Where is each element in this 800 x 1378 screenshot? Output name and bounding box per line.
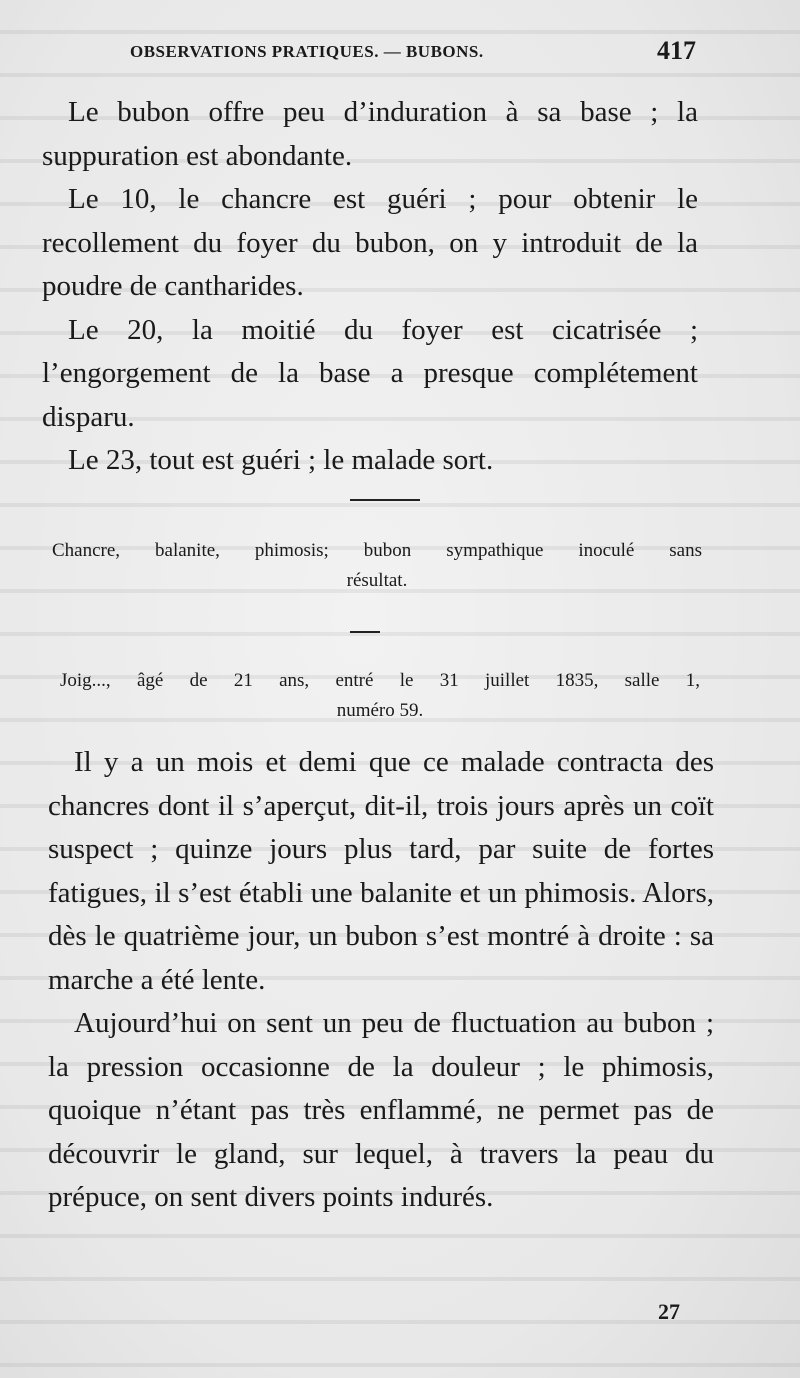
paragraph: Le bubon offre peu d’induration à sa base ; la suppuration est abondante. [42, 96, 698, 172]
paragraph: Aujourd’hui on sent un peu de fluctuation au bubon ; la pression occasionne de la douleur ; le phimosis, quoique n’étant pas très enflammé, ne permet pas de découvrir le gland, sur lequel, à travers la peau du prépuce, on sent divers points indurés. [48, 1007, 714, 1213]
patient-info-line: Joig..., âgé de 21 ans, entré le 31 juillet 1835, salle 1, [60, 670, 700, 691]
page-number: 417 [657, 36, 696, 65]
case-title [52, 536, 702, 596]
patient-info-line: numéro 59. [336, 700, 424, 721]
page-header [100, 36, 700, 66]
section-divider [350, 499, 420, 501]
paragraph: Le 10, le chancre est guéri ; pour obtenir le recollement du foyer du bubon, on y introduit de la poudre de cantharides. [42, 183, 698, 302]
case-info [60, 666, 700, 726]
running-title: OBSERVATIONS PRATIQUES. — BUBONS. [130, 42, 484, 61]
case-title-line: résultat. [346, 570, 408, 591]
text-block-bottom [48, 741, 714, 1220]
short-divider [350, 631, 380, 633]
case-title-line: Chancre, balanite, phimosis; bubon sympathique inoculé sans [52, 540, 702, 561]
paragraph: Le 20, la moitié du foyer est cicatrisée ; l’engorgement de la base a presque complétement disparu. [42, 313, 698, 433]
text-block-top [42, 91, 698, 483]
paragraph: Le 23, tout est guéri ; le malade sort. [68, 444, 494, 476]
paragraph: Il y a un mois et demi que ce malade contracta des chancres dont il s’aperçut, dit-il, trois jours après un coït suspect ; quinze jours plus tard, par suite de fortes fatigues, il s’est établi une balanite et un phimosis. Alors, dès le quatrième jour, un bubon s’est montré à droite : sa marche a été lente. [48, 746, 714, 996]
signature-mark: 27 [658, 1299, 680, 1324]
